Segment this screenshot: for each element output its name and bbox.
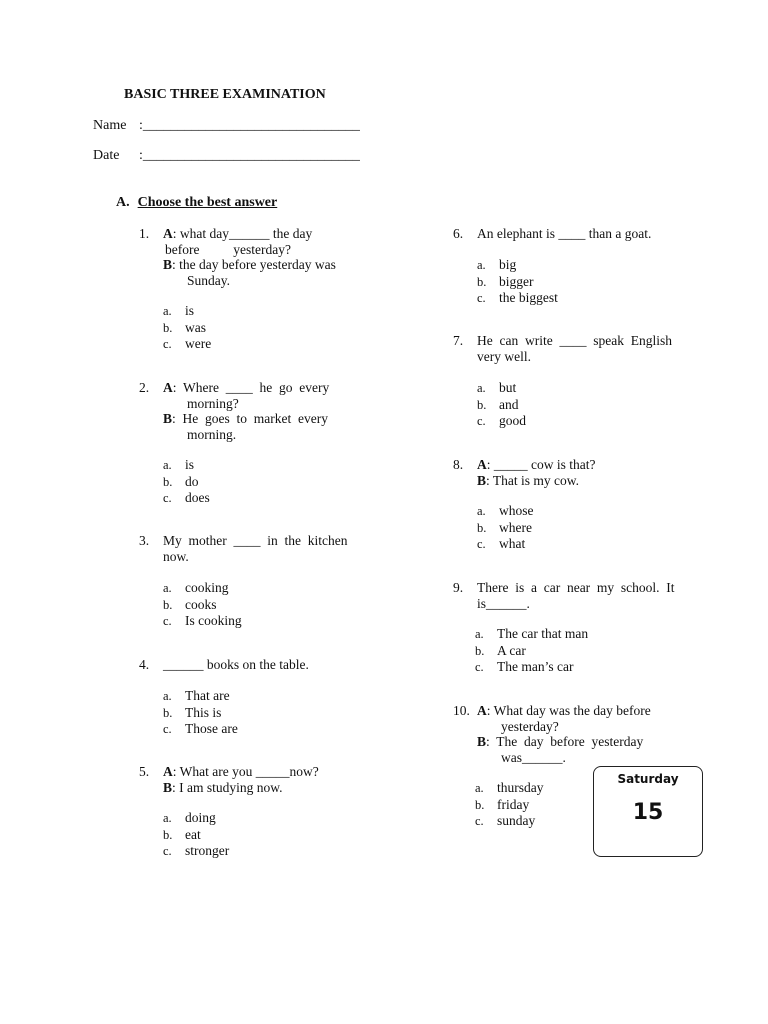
question-number: 7.	[453, 333, 464, 348]
answer-option	[163, 810, 229, 827]
option-text: stronger	[185, 843, 230, 858]
option-text: whose	[499, 503, 534, 518]
option-text: where	[499, 519, 532, 535]
option-text: do	[185, 473, 199, 489]
option-text: sunday	[497, 813, 536, 828]
option-letter: a.	[163, 304, 172, 318]
option-letter: b.	[475, 643, 485, 658]
question-number: 9.	[453, 580, 464, 595]
question-line: B: That is my cow.	[477, 472, 580, 488]
option-letter: b.	[475, 797, 485, 812]
question-line: B: The day before yesterday	[477, 734, 644, 749]
option-text: Is cooking	[185, 613, 242, 628]
question-line: A: what day______ the day	[163, 226, 313, 241]
answer-option	[475, 813, 544, 830]
option-text: and	[499, 396, 519, 412]
question-number: 1.	[139, 226, 150, 241]
answer-option	[477, 413, 526, 430]
option-letter: a.	[163, 458, 172, 472]
question-number: 6.	[453, 226, 464, 241]
question-line: was______.	[501, 749, 566, 765]
option-text: cooking	[185, 580, 229, 595]
section-title: Choose the best answer	[137, 195, 278, 210]
question-number: 2.	[139, 380, 150, 395]
answer-option	[475, 626, 588, 643]
answer-options	[477, 380, 526, 430]
option-letter: b.	[163, 827, 173, 842]
question-line: Sunday.	[187, 272, 230, 288]
option-letter: c.	[163, 491, 172, 505]
question-line: There is a car near my school. It	[477, 580, 675, 595]
answer-options	[477, 503, 534, 553]
answer-option	[475, 659, 588, 676]
exam-title: BASIC THREE EXAMINATION	[124, 87, 326, 102]
answer-option	[163, 705, 238, 722]
option-text: is	[185, 303, 195, 318]
answer-option	[163, 336, 211, 353]
name-field	[93, 118, 360, 134]
answer-option	[477, 274, 558, 291]
option-text: good	[499, 413, 526, 428]
option-letter: b.	[163, 597, 173, 612]
option-letter: c.	[163, 844, 172, 858]
option-letter: c.	[163, 614, 172, 628]
answer-option	[163, 457, 210, 474]
answer-option	[163, 827, 229, 844]
answer-option	[477, 503, 534, 520]
section-heading	[116, 195, 277, 211]
option-letter: b.	[477, 397, 487, 412]
answer-option	[163, 843, 229, 860]
question-line: morning.	[187, 426, 237, 442]
option-text: does	[185, 490, 210, 505]
answer-option	[163, 721, 238, 738]
answer-option	[163, 303, 211, 320]
question-line: yesterday?	[501, 718, 559, 734]
option-text: cooks	[185, 596, 217, 612]
question-line: A: Where ____ he go every	[163, 380, 330, 395]
answer-options	[163, 810, 229, 860]
option-text: That are	[185, 688, 230, 703]
answer-option	[163, 597, 242, 614]
option-letter: a.	[477, 381, 486, 395]
option-text: was	[185, 319, 206, 335]
option-letter: b.	[163, 474, 173, 489]
option-text: A car	[497, 642, 526, 658]
answer-option	[163, 580, 242, 597]
section-letter: A.	[116, 195, 130, 210]
option-text: the biggest	[499, 290, 558, 305]
question-number: 10.	[453, 703, 470, 718]
answer-options	[163, 457, 210, 507]
answer-options	[475, 626, 588, 676]
answer-option	[477, 380, 526, 397]
option-letter: c.	[475, 660, 484, 674]
question-line: B: He goes to market every	[163, 411, 328, 426]
name-label: Name	[93, 118, 127, 133]
option-letter: a.	[477, 258, 486, 272]
option-text: eat	[185, 826, 201, 842]
question-line: B: the day before yesterday was	[163, 257, 336, 272]
option-letter: a.	[475, 627, 484, 641]
option-text: is	[185, 457, 195, 472]
option-text: bigger	[499, 273, 534, 289]
answer-option	[475, 797, 544, 814]
question-line: very well.	[477, 348, 531, 364]
option-letter: b.	[477, 520, 487, 535]
option-letter: c.	[163, 722, 172, 736]
answer-option	[163, 490, 210, 507]
question-line: morning?	[187, 395, 239, 411]
option-text: what	[499, 536, 526, 551]
answer-option	[163, 688, 238, 705]
question-line: B: I am studying now.	[163, 779, 283, 795]
calendar-day: Saturday	[617, 772, 679, 786]
answer-options	[477, 257, 558, 307]
date-field	[93, 148, 360, 164]
option-text: Those are	[185, 721, 238, 736]
option-letter: a.	[163, 811, 172, 825]
option-letter: b.	[163, 320, 173, 335]
option-text: This is	[185, 704, 222, 720]
option-text: were	[185, 336, 212, 351]
answer-options	[475, 780, 544, 830]
question-number: 3.	[139, 533, 150, 548]
option-letter: c.	[477, 291, 486, 305]
option-text: big	[499, 257, 517, 272]
question-line: before yesterday?	[165, 241, 291, 257]
answer-option	[163, 474, 210, 491]
question-line: A: _____ cow is that?	[477, 457, 596, 472]
option-letter: b.	[163, 705, 173, 720]
question-line: A: What day was the day before	[477, 703, 651, 718]
answer-options	[163, 580, 242, 630]
answer-option	[477, 536, 534, 553]
option-text: doing	[185, 810, 216, 825]
option-letter: a.	[477, 504, 486, 518]
question-number: 4.	[139, 657, 150, 672]
option-text: thursday	[497, 780, 544, 795]
option-text: The man’s car	[497, 659, 574, 674]
option-text: The car that man	[497, 626, 589, 641]
question-line: is______.	[477, 595, 530, 611]
calendar-date: 15	[632, 800, 664, 825]
answer-option	[477, 397, 526, 414]
option-letter: a.	[163, 581, 172, 595]
answer-option	[477, 290, 558, 307]
answer-option	[163, 320, 211, 337]
option-letter: a.	[163, 689, 172, 703]
answer-option	[477, 520, 534, 537]
answer-option	[475, 780, 544, 797]
option-letter: c.	[475, 814, 484, 828]
answer-option	[475, 643, 588, 660]
answer-options	[163, 688, 238, 738]
question-number: 5.	[139, 764, 150, 779]
option-text: friday	[497, 796, 530, 812]
answer-option	[163, 613, 242, 630]
calendar-box	[593, 766, 703, 857]
question-line: now.	[163, 548, 189, 564]
question-number: 8.	[453, 457, 464, 472]
answer-option	[477, 257, 558, 274]
name-blank: :_______________________________	[139, 118, 360, 133]
option-text: but	[499, 380, 517, 395]
question-line: He can write ____ speak English	[477, 333, 672, 348]
option-letter: c.	[163, 337, 172, 351]
answer-options	[163, 303, 211, 353]
option-letter: b.	[477, 274, 487, 289]
option-letter: a.	[475, 781, 484, 795]
date-label: Date	[93, 148, 120, 163]
question-line: ______ books on the table.	[163, 657, 309, 672]
question-line: My mother ____ in the kitchen	[163, 533, 348, 548]
date-blank: :_______________________________	[139, 148, 360, 163]
option-letter: c.	[477, 537, 486, 551]
question-line: A: What are you _____now?	[163, 764, 319, 779]
question-line: An elephant is ____ than a goat.	[477, 226, 652, 241]
option-letter: c.	[477, 414, 486, 428]
